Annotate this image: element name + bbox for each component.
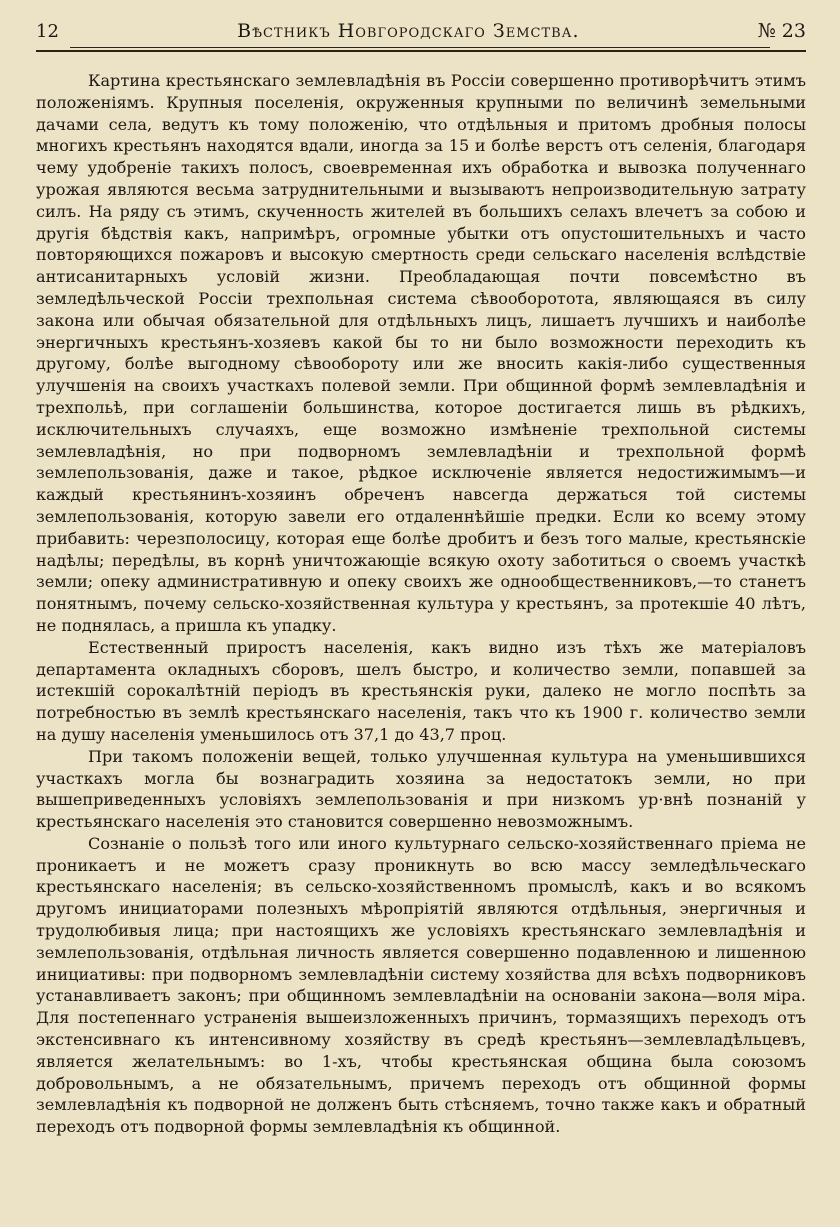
page-header: [36, 20, 806, 48]
journal-title: Вѣстникъ Новгородскаго Земства.: [237, 20, 580, 42]
paragraph-3: При такомъ положеніи вещей, только улучшенная культура на уменьшившихся участкахъ могла бы вознаградить хозяина за недостатокъ земли, но при вышеприведенныхъ условіяхъ землепользованія и при низкомъ ур·внѣ познаній у крестьянскаго населенія это становится совершенно невозможнымъ.: [36, 746, 806, 832]
paragraph-1: Картина крестьянскаго землевладѣнія въ Россіи совершенно противорѣчитъ этимъ положеніямъ. Крупныя поселенія, окруженныя крупными по величинѣ земельными дачами села, ведутъ къ тому положенію, что отдѣльныя и притомъ дробныя полосы многихъ крестьянъ находятся вдали, иногда за 15 и болѣе верстъ отъ селенія, благодаря чему удобреніе такихъ полосъ, своевременная ихъ обработка и вывозка полученнаго урожая являются весьма затруднительными и вызываютъ непроизводительную затрату силъ. На ряду съ этимъ, скученность жителей въ большихъ селахъ влечетъ за собою и другія бѣдствія какъ, напримѣръ, огромные убытки отъ опустошительныхъ и часто повторяющихся пожаровъ и высокую смертность среди сельскаго населенія вслѣдствіе антисанитарныхъ условій жизни. Преобладающая почти повсемѣстно въ земледѣльческой Россіи трехпольная система сѣвооборотота, являющаяся въ силу закона или обычая обязательной для отдѣльныхъ лицъ, лишаетъ лучшихъ и наиболѣе энергичныхъ крестьянъ-хозяевъ какой бы то ни было возможности переходить къ другому, болѣе выгодному сѣвообороту или же вносить какія-либо существенныя улучшенія на своихъ участкахъ полевой земли. При общинной формѣ землевладѣнія и трехпольѣ, при соглашеніи большинства, которое достигается лишь въ рѣдкихъ, исключительныхъ случаяхъ, еще возможно измѣненіе трехпольной системы землевладѣнія, но при подворномъ землевладѣніи и трехпольной формѣ землепользованія, даже и такое, рѣдкое исключеніе является недостижимымъ—и каждый крестьянинъ-хозяинъ обреченъ навсегда держаться той системы землепользованія, которую завели его отдаленнѣйшіе предки. Если ко всему этому прибавить: черезполосицу, которая еще болѣе дробитъ и безъ того малые, крестьянскіе надѣлы; передѣлы, въ корнѣ уничтожающіе всякую охоту заботиться о своемъ участкѣ земли; опеку административную и опеку своихъ же однообщественниковъ,—то станетъ понятнымъ, почему сельско-хозяйственная культура у крестьянъ, за протекшіе 40 лѣтъ, не поднялась, а пришла къ упадку.: [36, 71, 806, 635]
header-rule-thin: [70, 47, 770, 48]
issue-number: № 23: [757, 20, 806, 42]
header-rule-thick: [36, 50, 806, 52]
paragraph-2: Естественный приростъ населенія, какъ видно изъ тѣхъ же матеріаловъ департамента окладныхъ сборовъ, шелъ быстро, и количество земли, попавшей за истекшій сорокалѣтній періодъ въ крестьянскія руки, далеко не могло поспѣть за потребностью въ землѣ крестьянскаго населенія, такъ что къ 1900 г. количество земли на душу населенія уменьшилось отъ 37,1 до 43,7 проц.: [36, 637, 806, 744]
page-number: 12: [36, 21, 59, 42]
paragraph-4: Сознаніе о пользѣ того или иного культурнаго сельско-хозяйственнаго пріема не проникаетъ и не можетъ сразу проникнуть во всю массу земледѣльческаго крестьянскаго населенія; въ сельско-хозяйственномъ промыслѣ, какъ и во всякомъ другомъ инициаторами полезныхъ мѣропріятій являются отдѣльныя, энергичныя и трудолюбивыя лица; при настоящихъ же условіяхъ крестьянскаго землевладѣнія и землепользованія, отдѣльная личность является совершенно подавленною и лишенною инициативы: при подворномъ землевладѣніи систему хозяйства для всѣхъ подворниковъ устанавливаетъ законъ; при общинномъ землевладѣніи на основаніи закона—воля міра. Для постепеннаго устраненія вышеизложенныхъ причинъ, тормазящихъ переходъ отъ экстенсивнаго къ интенсивному хозяйству въ средѣ крестьянъ—землевладѣльцевъ, является желательнымъ: во 1-хъ, чтобы крестьянская община была союзомъ добровольнымъ, а не обязательнымъ, причемъ переходъ отъ общинной формы землевладѣнія къ подворной не долженъ быть стѣсняемъ, точно также какъ и обратный переходъ отъ подворной формы землевладѣнія къ общинной.: [36, 833, 806, 1137]
article-body: [36, 70, 806, 1138]
